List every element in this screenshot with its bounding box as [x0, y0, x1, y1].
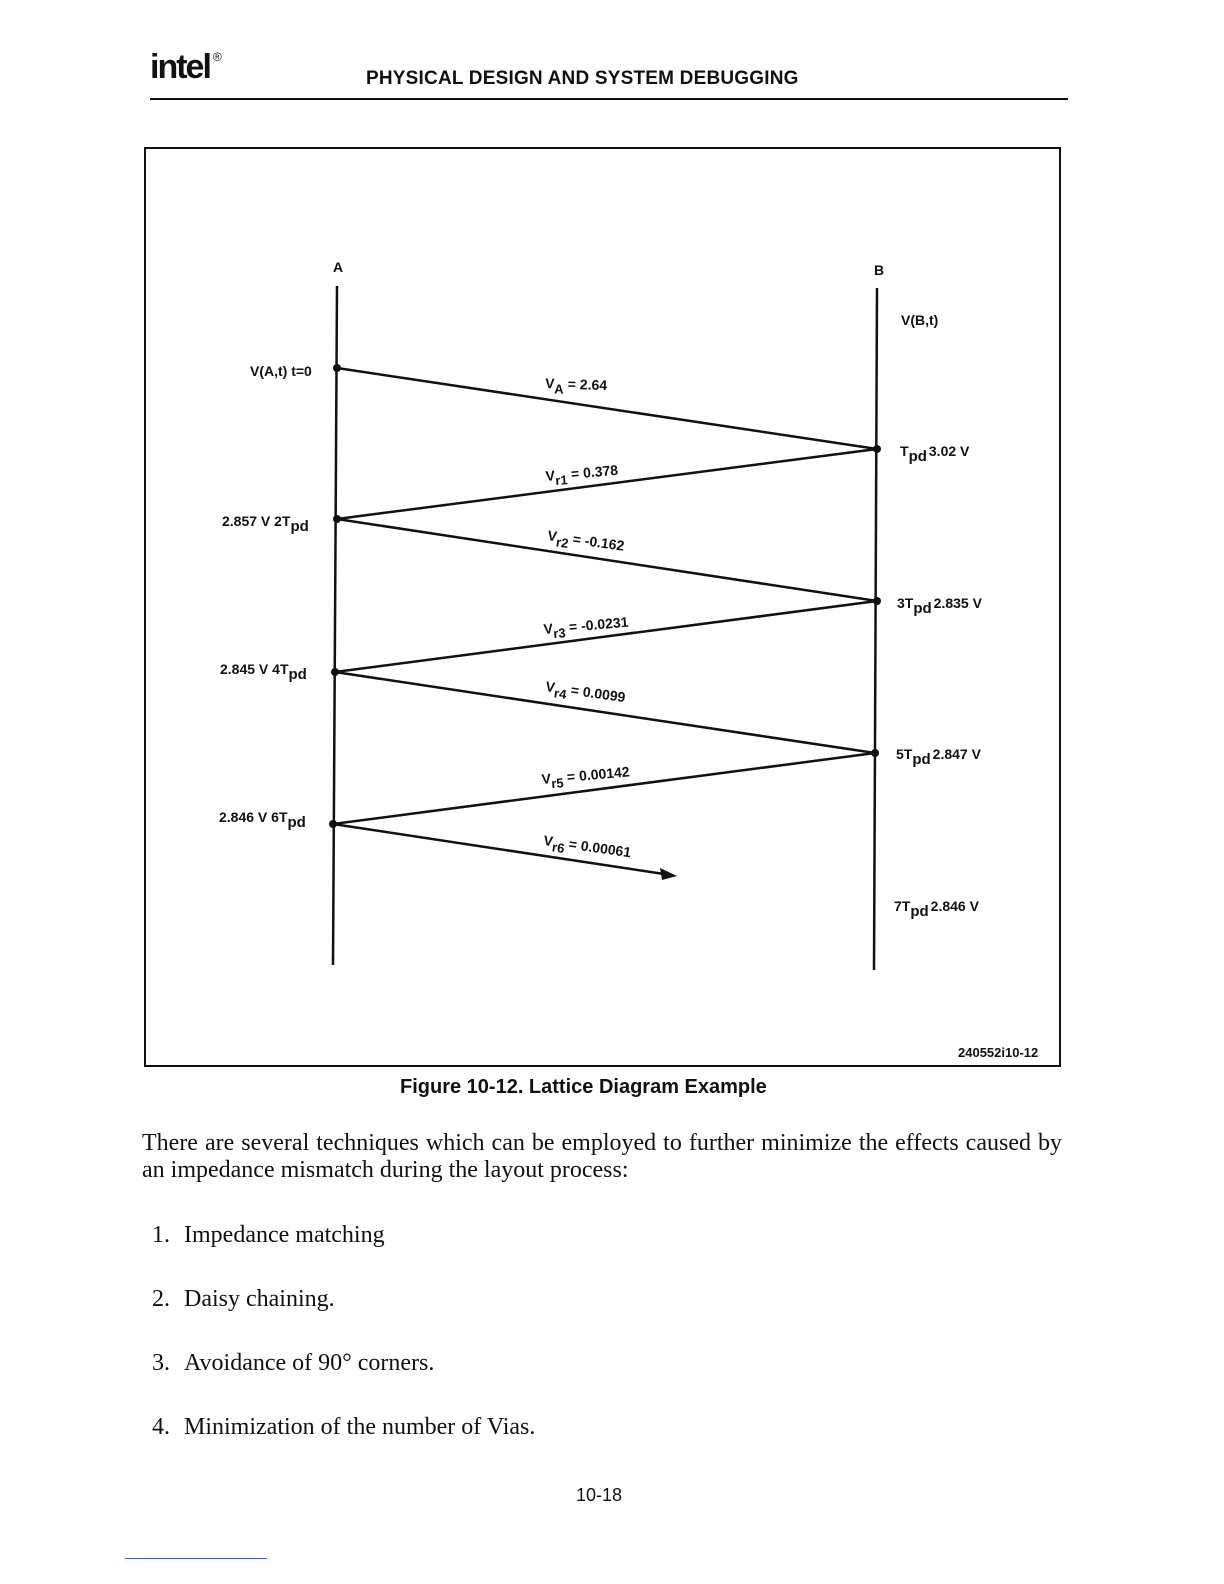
list-item: 2. Daisy chaining.	[152, 1286, 335, 1312]
footer-divider	[125, 1558, 267, 1559]
label-vr5: Vr5 = 0.00142	[540, 763, 631, 792]
page-header-title: PHYSICAL DESIGN AND SYSTEM DEBUGGING	[366, 68, 799, 89]
b-label-5tpd: 5Tpd 2.847 V	[896, 746, 981, 768]
figure-caption: Figure 10-12. Lattice Diagram Example	[400, 1076, 767, 1098]
figure-id: 240552i10-12	[958, 1045, 1039, 1060]
b-label-3tpd: 3Tpd 2.835 V	[897, 595, 982, 617]
list-item: 1. Impedance matching	[152, 1222, 385, 1248]
line-a	[333, 286, 337, 965]
segment-vr2	[337, 519, 877, 601]
list-item: 4. Minimization of the number of Vias.	[152, 1414, 536, 1440]
arrow-head	[660, 868, 677, 880]
b-axis-label: V(B,t)	[901, 312, 939, 328]
segment-vr3	[335, 601, 877, 672]
a-label-4tpd: 2.845 V 4Tpd	[220, 661, 307, 683]
a-label-6tpd: 2.846 V 6Tpd	[219, 809, 306, 831]
line-b	[874, 288, 877, 970]
segment-vr4	[335, 672, 875, 753]
label-vr6: Vr6 = 0.00061	[542, 832, 633, 861]
intro-paragraph: There are several techniques which can be employed to further minimize the effects caused by an impedance mismatch during the layout process:	[142, 1130, 1062, 1183]
label-va: VA = 2.64	[544, 375, 608, 397]
label-vr4: Vr4 = 0.0099	[544, 678, 627, 706]
reflection-points	[329, 364, 881, 828]
node-a-label: A	[333, 259, 344, 275]
label-vr3: Vr3 = -0.0231	[542, 613, 630, 642]
node-b-label: B	[874, 262, 885, 278]
intel-logo: intel ®	[150, 48, 222, 86]
b-label-7tpd: 7Tpd 2.846 V	[894, 898, 979, 920]
label-vr2: Vr2 = -0.162	[546, 527, 626, 554]
page-number: 10-18	[576, 1485, 623, 1505]
b-label-tpd: Tpd 3.02 V	[900, 443, 970, 465]
list-item: 3. Avoidance of 90° corners.	[152, 1350, 435, 1376]
a-start-label: V(A,t) t=0	[250, 363, 312, 379]
a-label-2tpd: 2.857 V 2Tpd	[222, 513, 309, 535]
segment-vr1	[337, 449, 877, 519]
label-vr1: Vr1 = 0.378	[544, 461, 619, 489]
segment-vr5	[333, 753, 875, 824]
